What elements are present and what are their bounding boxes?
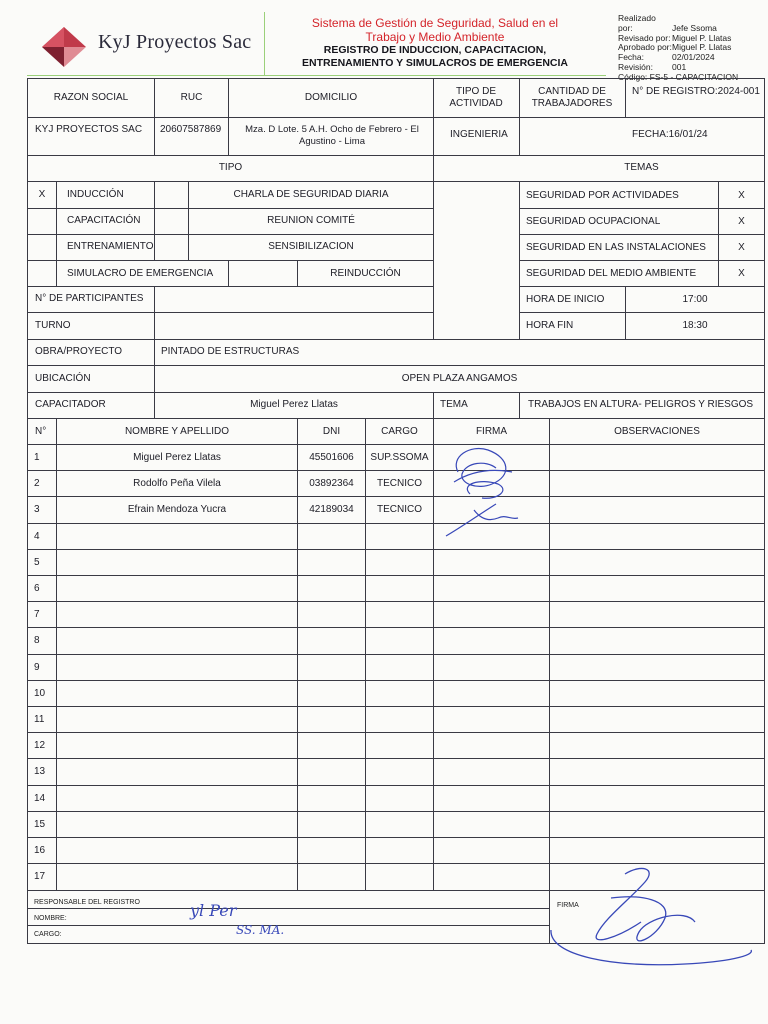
header-domicilio: DOMICILIO bbox=[304, 92, 358, 103]
temas-header: TEMAS bbox=[624, 162, 659, 173]
footer-firma-label: FIRMA bbox=[557, 902, 579, 909]
meta-row: Fecha: 02/01/2024 bbox=[618, 52, 715, 63]
attendance-row-nombre: Miguel Perez Llatas bbox=[133, 452, 221, 463]
attendance-row-number: 14 bbox=[34, 793, 46, 804]
attendance-row-number: 16 bbox=[34, 845, 46, 856]
attendance-row-number: 7 bbox=[34, 609, 40, 620]
attendance-row-cargo: TECNICO bbox=[377, 478, 422, 489]
responsable-label: RESPONSABLE DEL REGISTRO bbox=[34, 899, 140, 906]
attendance-header-dni: DNI bbox=[322, 426, 341, 437]
capacitador-label: CAPACITADOR bbox=[35, 399, 106, 410]
attendance-row-nombre: Rodolfo Peña Vilela bbox=[133, 478, 221, 489]
tema-mark-ocupacional: X bbox=[738, 216, 745, 227]
attendance-header-firma: FIRMA bbox=[475, 426, 508, 437]
capacitador-value: Miguel Perez Llatas bbox=[250, 399, 338, 410]
tema-label-medio-ambiente: SEGURIDAD DEL MEDIO AMBIENTE bbox=[526, 268, 697, 279]
meta-row: Realizado por: Jefe Ssoma bbox=[618, 13, 717, 33]
hora-inicio-value: 17:00 bbox=[682, 294, 708, 305]
meta-row: Revisión: 001 bbox=[618, 61, 687, 72]
tema-label-ocupacional: SEGURIDAD OCUPACIONAL bbox=[526, 216, 661, 227]
header-cantidad-trabajadores: CANTIDAD DE TRABAJADORES bbox=[531, 86, 613, 109]
document-title-line2: ENTRENAMIENTO Y SIMULACROS DE EMERGENCIA bbox=[301, 57, 569, 69]
tema-value: TRABAJOS EN ALTURA- PELIGROS Y RIESGOS bbox=[528, 399, 754, 410]
system-title-line2: Trabajo y Medio Ambiente bbox=[365, 30, 505, 44]
hora-fin-label: HORA FIN bbox=[526, 320, 574, 331]
tipo-label-simulacro: SIMULACRO DE EMERGENCIA bbox=[67, 268, 214, 279]
attendance-row-number: 9 bbox=[34, 662, 40, 673]
tipo-label-sensibilizacion: SENSIBILIZACION bbox=[268, 241, 354, 252]
header-tipo-actividad: TIPO DE ACTIVIDAD bbox=[449, 86, 503, 109]
domicilio-value: Mza. D Lote. 5 A.H. Ocho de Febrero - El Agustino - Lima bbox=[245, 124, 419, 147]
tipo-label-capacitacion: CAPACITACIÓN bbox=[67, 215, 141, 226]
attendance-row-number: 1 bbox=[34, 452, 40, 463]
tipo-mark-induccion: X bbox=[38, 189, 46, 200]
tema-mark-instalaciones: X bbox=[738, 242, 745, 253]
tipo-header: TIPO bbox=[218, 162, 243, 173]
attendance-row-dni: 03892364 bbox=[309, 478, 354, 489]
attendance-row-number: 2 bbox=[34, 478, 40, 489]
attendance-header-cargo: CARGO bbox=[381, 426, 418, 437]
ubicacion-label: UBICACIÓN bbox=[35, 373, 91, 384]
meta-row: Código: FS-5 - CAPACITACION bbox=[618, 71, 739, 82]
tema-label: TEMA bbox=[440, 399, 468, 410]
header-numero-registro: N° DE REGISTRO:2024-001 bbox=[632, 86, 760, 97]
tema-label-instalaciones: SEGURIDAD EN LAS INSTALACIONES bbox=[526, 242, 706, 253]
attendance-row-dni: 42189034 bbox=[309, 504, 354, 515]
attendance-row-dni: 45501606 bbox=[309, 452, 354, 463]
attendance-header-nombre: NOMBRE Y APELLIDO bbox=[124, 426, 230, 437]
obra-value: PINTADO DE ESTRUCTURAS bbox=[161, 346, 300, 357]
attendance-row-number: 8 bbox=[34, 635, 40, 646]
attendance-row-number: 13 bbox=[34, 766, 46, 777]
system-title-line1: Sistema de Gestión de Seguridad, Salud en el bbox=[311, 16, 559, 30]
footer-nombre-label: NOMBRE: bbox=[34, 915, 67, 922]
attendance-row-cargo: TECNICO bbox=[377, 504, 422, 515]
tipo-label-induccion: INDUCCIÓN bbox=[67, 189, 124, 200]
tipo-label-reunion: REUNION COMITÉ bbox=[267, 215, 355, 226]
company-logo-icon bbox=[38, 25, 90, 69]
attendance-signatures-drawing bbox=[440, 432, 530, 544]
footer-cargo-label: CARGO: bbox=[34, 931, 62, 938]
tipo-label-entrenamiento: ENTRENAMIENTO bbox=[67, 241, 154, 252]
attendance-row-number: 15 bbox=[34, 819, 46, 830]
participantes-label: N° DE PARTICIPANTES bbox=[35, 293, 144, 304]
tema-label-actividades: SEGURIDAD POR ACTIVIDADES bbox=[526, 190, 679, 201]
attendance-row-number: 3 bbox=[34, 504, 40, 515]
attendance-row-number: 17 bbox=[34, 871, 46, 882]
attendance-row-cargo: SUP.SSOMA bbox=[370, 452, 429, 463]
attendance-row-number: 6 bbox=[34, 583, 40, 594]
document-meta bbox=[618, 14, 738, 83]
attendance-row-number: 5 bbox=[34, 557, 40, 568]
tema-mark-actividades: X bbox=[738, 190, 745, 201]
attendance-row-nombre: Efrain Mendoza Yucra bbox=[127, 504, 227, 515]
attendance-header-observaciones: OBSERVACIONES bbox=[614, 426, 700, 437]
attendance-row-number: 12 bbox=[34, 740, 46, 751]
header-ruc: RUC bbox=[180, 92, 203, 103]
document-title-line1: REGISTRO DE INDUCCION, CAPACITACION, bbox=[323, 44, 547, 56]
attendance-header-n: N° bbox=[35, 426, 47, 437]
meta-row: Revisado por: Miguel P. Llatas bbox=[618, 32, 732, 43]
footer-signature-drawing bbox=[545, 860, 760, 975]
footer-nombre-handwritten: yl Per bbox=[190, 901, 237, 920]
tipo-actividad-value: INGENIERIA bbox=[450, 129, 508, 140]
attendance-row-number: 4 bbox=[34, 531, 40, 542]
company-name: KyJ Proyectos Sac bbox=[98, 31, 252, 53]
ruc-value: 20607587869 bbox=[160, 124, 222, 135]
ubicacion-value: OPEN PLAZA ANGAMOS bbox=[401, 373, 518, 384]
turno-label: TURNO bbox=[35, 320, 71, 331]
footer-cargo-handwritten: SS. MA. bbox=[236, 923, 285, 937]
header-razon-social: RAZON SOCIAL bbox=[53, 92, 129, 103]
attendance-row-number: 10 bbox=[34, 688, 46, 699]
hora-fin-value: 18:30 bbox=[682, 320, 708, 331]
tipo-label-charla: CHARLA DE SEGURIDAD DIARIA bbox=[233, 189, 389, 200]
meta-row: Aprobado por:Miguel P. Llatas bbox=[618, 42, 732, 53]
fecha-value: FECHA:16/01/24 bbox=[632, 129, 708, 140]
obra-label: OBRA/PROYECTO bbox=[35, 346, 123, 357]
razon-social-value: KYJ PROYECTOS SAC bbox=[35, 124, 143, 135]
attendance-row-number: 11 bbox=[34, 714, 45, 725]
hora-inicio-label: HORA DE INICIO bbox=[526, 294, 605, 305]
tema-mark-medio-ambiente: X bbox=[738, 268, 745, 279]
tipo-label-reinduccion: REINDUCCIÓN bbox=[330, 268, 401, 279]
